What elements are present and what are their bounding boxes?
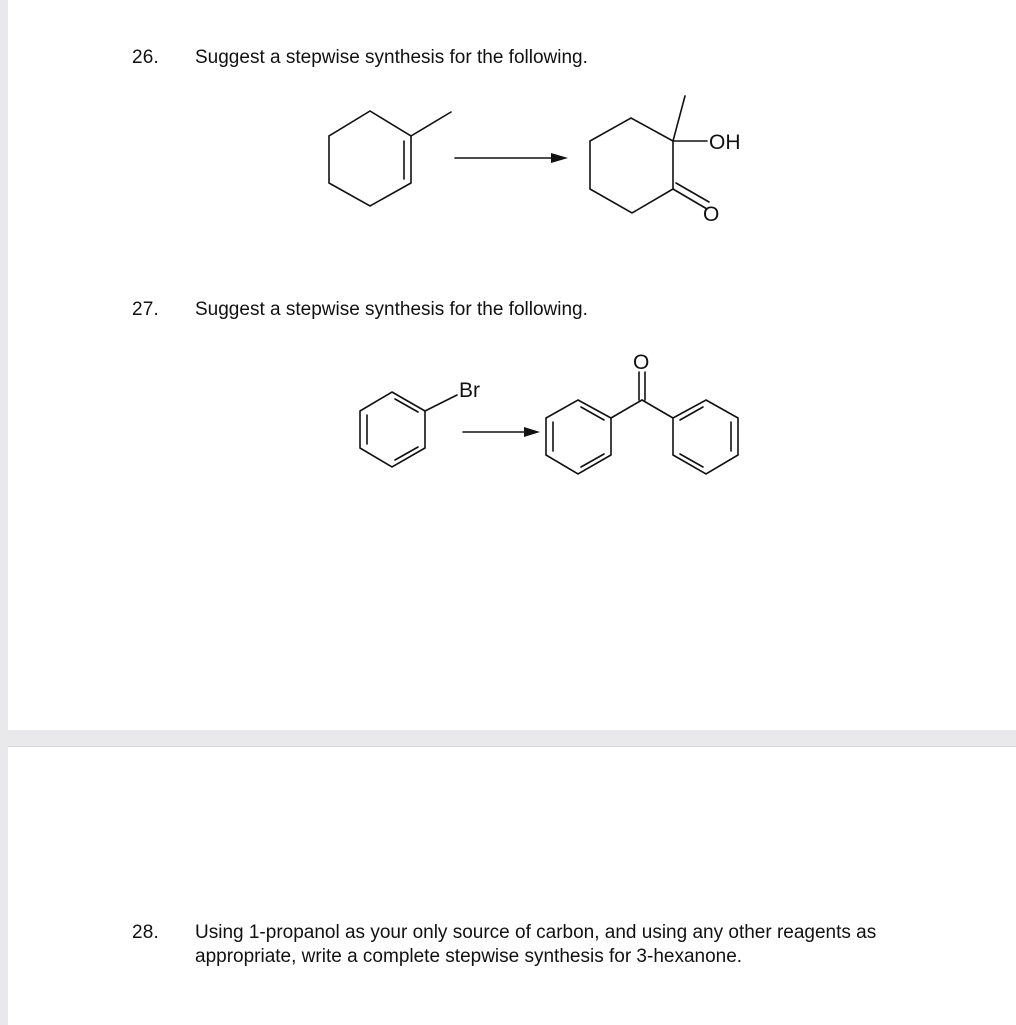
question-27-number: 27. <box>132 299 160 320</box>
worksheet-page-1 <box>8 0 1016 730</box>
question-28-text: Using 1-propanol as your only source of carbon, and using any other reagents as appropriate, write a complete stepwise synthesis for 3-hexanone. <box>195 922 877 967</box>
hydroxyl-label: OH <box>709 131 741 154</box>
benzophenone-structure <box>546 351 738 474</box>
bromine-label: Br <box>459 379 480 402</box>
question-26-number: 26. <box>132 47 160 68</box>
benzyl-bromide-structure <box>360 379 480 467</box>
carbonyl-oxygen-label-26: O <box>703 203 720 226</box>
question-26-text: Suggest a stepwise synthesis for the following. <box>195 47 588 68</box>
carbonyl-oxygen-label-27: O <box>633 351 650 374</box>
reaction-arrow-27 <box>463 427 540 437</box>
worksheet-page-2 <box>8 746 1016 1025</box>
question-27-text: Suggest a stepwise synthesis for the following. <box>195 299 588 320</box>
question-28-number: 28. <box>132 922 160 943</box>
reaction-scheme-27 <box>8 0 1016 730</box>
